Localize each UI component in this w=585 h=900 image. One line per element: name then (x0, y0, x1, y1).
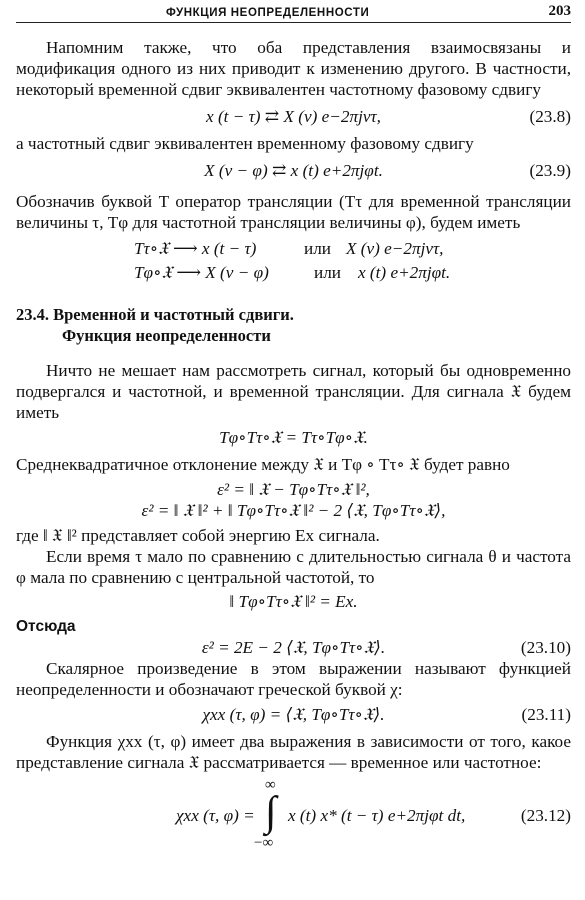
running-title: ФУНКЦИЯ НЕОПРЕДЕЛЕННОСТИ (166, 7, 370, 19)
equation-formula: ε² = 2E − 2 ⟨𝔛, Tφ∘Tτ∘𝔛⟩. (201, 638, 386, 657)
paragraph-6: где ‖ 𝔛 ‖² представляет собой энергию Ex сигнала. (16, 526, 380, 545)
paragraph-4: Ничто не мешает нам рассмотреть сигнал, который бы одновременно подвергался и частотной, и временной трансляции. Для сигнала 𝔛 будем иметь (16, 361, 571, 422)
integral-lower-limit: −∞ (254, 835, 274, 851)
equation-number: (23.11) (521, 705, 571, 724)
operator-or: или (304, 239, 331, 258)
section-heading (16, 304, 571, 346)
running-header (16, 0, 571, 23)
equation-epsilon-2: ε² = ‖ 𝔛 ‖² + ‖ Tφ∘Tτ∘𝔛 ‖² − 2 ⟨𝔛, Tφ∘Tτ∘𝔛⟩, (141, 501, 446, 520)
equation-epsilon-1: ε² = ‖ 𝔛 − Tφ∘Tτ∘𝔛 ‖², (217, 480, 370, 499)
operator-right: x (t) e+2πjφt. (358, 263, 451, 282)
paragraph-1: Напомним также, что оба представления взаимосвязаны и модификация одного из них приводит к изменению другого. В частности, некоторый временной сдвиг эквивалентен частотному фазовому сдвигу (16, 38, 571, 99)
equation-number: (23.9) (529, 161, 571, 180)
equation-number: (23.8) (529, 107, 571, 126)
section-heading-line-1: 23.4. Временной и частотный сдвиги. (16, 305, 294, 324)
operator-line-1 (16, 238, 571, 262)
equation-23-9 (16, 160, 571, 181)
equation-23-10 (16, 637, 571, 658)
operator-line-2 (16, 262, 571, 286)
integral-lhs: χxx (τ, φ) = (176, 806, 255, 825)
equation-23-12 (16, 775, 571, 857)
equation-number: (23.12) (520, 806, 571, 825)
equation-23-8 (16, 106, 571, 127)
equation-norm: ‖ Tφ∘Tτ∘𝔛 ‖² = Ex. (229, 592, 358, 611)
equation-commute: Tφ∘Tτ∘𝔛 = Tτ∘Tφ∘𝔛. (219, 428, 368, 447)
equation-formula: X (ν − φ) ⇄ x (t) e+2πjφt. (204, 161, 383, 180)
integral-sign: ∫ (265, 789, 277, 835)
operator-left: Tφ∘𝔛 ⟶ X (ν − φ) (134, 263, 269, 282)
operator-left: Tτ∘𝔛 ⟶ x (t − τ) (134, 239, 257, 258)
page-number: 203 (548, 3, 571, 19)
equation-number: (23.10) (520, 638, 571, 657)
otsyuda-label: Отсюда (16, 618, 76, 635)
section-heading-line-2: Функция неопределенности (62, 326, 271, 345)
integral-upper-limit: ∞ (265, 777, 276, 793)
operator-right: X (ν) e−2πjντ, (346, 239, 444, 258)
paragraph-2: а частотный сдвиг эквивалентен временному фазовому сдвигу (16, 134, 474, 153)
integral-integrand: x (t) x* (t − τ) e+2πjφt dt, (288, 806, 466, 825)
paragraph-9: Функция χxx (τ, φ) имеет два выражения в зависимости от того, какое представление сигнала 𝔛 рассматривается — временное или частотное: (16, 732, 571, 772)
paragraph-5: Среднеквадратичное отклонение между 𝔛 и Tφ ∘ Tτ∘ 𝔛 будет равно (16, 455, 510, 474)
equation-23-11 (16, 704, 571, 725)
equation-formula: x (t − τ) ⇄ X (ν) e−2πjντ, (206, 107, 381, 126)
paragraph-7: Если время τ мало по сравнению с длительностью сигнала θ и частота φ мала по сравнению с центральной частотой, то (16, 547, 571, 587)
paragraph-3: Обозначив буквой T оператор трансляции (Tτ для временной трансляции величины τ, Tφ для частотной трансляции величины φ), будем иметь (16, 192, 571, 232)
operator-or: или (314, 263, 341, 282)
equation-formula: χxx (τ, φ) = ⟨𝔛, Tφ∘Tτ∘𝔛⟩. (202, 705, 385, 724)
paragraph-8: Скалярное произведение в этом выражении называют функцией неопределенности и обозначают греческой буквой χ: (16, 659, 571, 699)
